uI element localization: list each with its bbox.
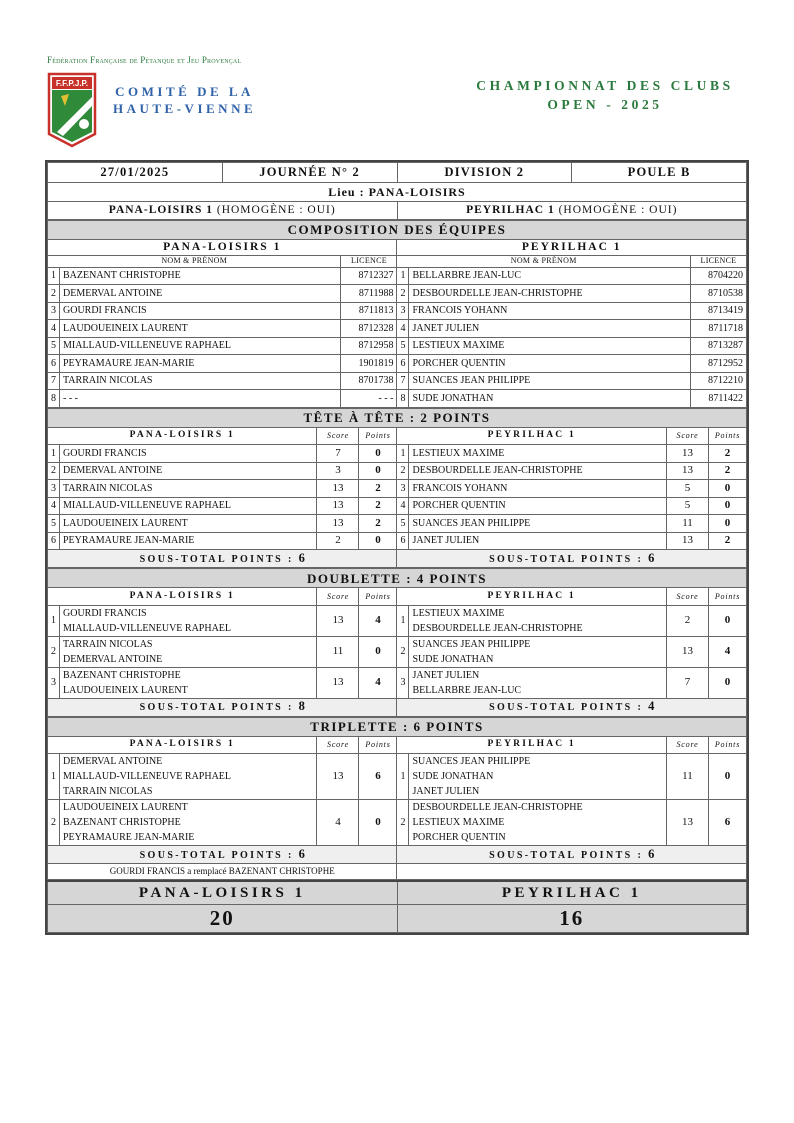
composition-home-team: PANA-LOISIRS 1	[48, 239, 397, 255]
doublette-away-team: PEYRILHAC 1	[397, 588, 666, 606]
row-number: 1	[397, 605, 409, 636]
away-player-name: PORCHER QUENTIN	[409, 497, 667, 515]
championship-title	[450, 76, 760, 114]
subtotal-label: SOUS-TOTAL POINTS :	[489, 849, 644, 861]
final-away-score: 16	[397, 905, 747, 933]
tete-away-subtotal	[397, 550, 747, 568]
doublette-table	[47, 568, 747, 717]
row-number: 4	[397, 497, 409, 515]
home-player-licence: 8711813	[341, 302, 397, 320]
home-score: 13	[317, 497, 359, 515]
away-player-name: LESTIEUX MAXIME	[412, 607, 505, 619]
away-player-name: SUANCES JEAN PHILIPPE	[412, 756, 531, 767]
home-player-licence: 1901819	[341, 355, 397, 373]
row-number: 2	[397, 462, 409, 480]
doublette-row	[48, 667, 747, 698]
row-number: 1	[397, 754, 409, 800]
comite-title	[113, 83, 256, 117]
tete-row	[48, 480, 747, 498]
away-points: 0	[708, 754, 746, 800]
comite-line-2: HAUTE-VIENNE	[113, 101, 257, 116]
away-player-name: JANET JULIEN	[409, 320, 690, 338]
away-player-name: PORCHER QUENTIN	[409, 355, 690, 373]
away-homogene: (HOMOGÈNE : OUI)	[558, 203, 678, 216]
row-number: 4	[48, 320, 60, 338]
home-points: 0	[359, 532, 397, 550]
doublette-home-team: PANA-LOISIRS 1	[48, 588, 317, 606]
match-journee: JOURNÉE N° 2	[222, 163, 397, 183]
home-score: 13	[317, 605, 359, 636]
row-number: 3	[397, 302, 409, 320]
home-player-name: LAUDOUEINEIX LAURENT	[60, 515, 317, 533]
home-player-name: BAZENANT CHRISTOPHE	[63, 669, 181, 681]
row-number: 1	[48, 754, 60, 800]
home-players	[60, 800, 317, 846]
triplette-away-subtotal	[397, 846, 747, 864]
home-points: 4	[359, 605, 397, 636]
row-number: 7	[48, 372, 60, 390]
away-team-name: PEYRILHAC 1	[466, 203, 555, 216]
home-score: 3	[317, 462, 359, 480]
row-number: 1	[48, 267, 60, 285]
row-number: 5	[48, 337, 60, 355]
home-player-name: DEMERVAL ANTOINE	[60, 285, 341, 303]
match-poule: POULE B	[572, 163, 747, 183]
final-result-table	[47, 880, 747, 933]
away-points: 0	[708, 667, 746, 698]
tete-row	[48, 462, 747, 480]
away-points: 0	[708, 480, 746, 498]
away-points: 2	[708, 462, 746, 480]
row-number: 3	[397, 480, 409, 498]
away-player-name: SUDE JONATHAN	[412, 653, 494, 665]
row-number: 3	[397, 667, 409, 698]
composition-title: COMPOSITION DES ÉQUIPES	[48, 220, 747, 239]
home-score: 13	[317, 515, 359, 533]
away-player-name: DESBOURDELLE JEAN-CHRISTOPHE	[409, 285, 690, 303]
championship-line-2: OPEN - 2025	[547, 97, 663, 112]
tete-title: TÊTE À TÊTE : 2 POINTS	[48, 408, 747, 427]
home-player-name: GOURDI FRANCIS	[60, 445, 317, 463]
remplacement-note-away	[397, 864, 747, 880]
match-info-table	[47, 162, 747, 220]
row-number: 6	[397, 532, 409, 550]
away-player-licence: 8713419	[690, 302, 746, 320]
home-player-name: - - -	[60, 390, 341, 408]
subtotal-label: SOUS-TOTAL POINTS :	[139, 702, 294, 713]
away-player-licence: 8712952	[690, 355, 746, 373]
row-number: 8	[48, 390, 60, 408]
home-player-name: PEYRAMAURE JEAN-MARIE	[60, 355, 341, 373]
row-number: 2	[397, 285, 409, 303]
row-number: 2	[48, 462, 60, 480]
away-player-name: SUDE JONATHAN	[412, 771, 494, 782]
home-player-name: MIALLAUD-VILLENEUVE RAPHAEL	[60, 497, 317, 515]
doublette-points-label-away: Points	[708, 588, 746, 606]
away-player-name: LESTIEUX MAXIME	[409, 337, 690, 355]
svg-text:F.F.P.J.P.: F.F.P.J.P.	[55, 79, 89, 88]
away-points: 0	[708, 605, 746, 636]
away-player-licence: 8713287	[690, 337, 746, 355]
away-score: 13	[666, 800, 708, 846]
row-number: 6	[397, 355, 409, 373]
triplette-score-label-away: Score	[666, 736, 708, 754]
home-player-name: GOURDI FRANCIS	[63, 607, 147, 619]
away-players	[409, 754, 666, 800]
home-player-name: MIALLAUD-VILLENEUVE RAPHAEL	[63, 771, 232, 782]
away-points: 6	[708, 800, 746, 846]
home-player-name: TARRAIN NICOLAS	[63, 638, 153, 650]
row-number: 2	[48, 636, 60, 667]
away-player-name: DESBOURDELLE JEAN-CHRISTOPHE	[412, 802, 583, 813]
tete-points-label-home: Points	[359, 427, 397, 445]
triplette-score-label-home: Score	[317, 736, 359, 754]
home-score: 13	[317, 480, 359, 498]
away-player-name: DESBOURDELLE JEAN-CHRISTOPHE	[412, 622, 583, 634]
tete-row	[48, 497, 747, 515]
subtotal-value: 6	[648, 550, 655, 565]
away-player-name: PORCHER QUENTIN	[412, 832, 506, 843]
home-player-name: BAZENANT CHRISTOPHE	[63, 817, 181, 828]
composition-row	[48, 285, 747, 303]
doublette-title: DOUBLETTE : 4 POINTS	[48, 569, 747, 588]
home-points: 0	[359, 800, 397, 846]
championship-line-1: CHAMPIONNAT DES CLUBS	[476, 78, 734, 93]
triplette-home-subtotal	[48, 846, 397, 864]
final-home-team: PANA-LOISIRS 1	[48, 881, 398, 905]
home-player-licence: 8711988	[341, 285, 397, 303]
subtotal-value: 6	[298, 550, 305, 565]
away-player-licence: 8710538	[690, 285, 746, 303]
home-player-name: TARRAIN NICOLAS	[60, 372, 341, 390]
row-number: 5	[397, 515, 409, 533]
row-number: 2	[48, 285, 60, 303]
row-number: 4	[397, 320, 409, 338]
ffpjp-logo	[47, 72, 97, 148]
home-player-name: MIALLAUD-VILLENEUVE RAPHAEL	[60, 337, 341, 355]
away-players	[409, 636, 666, 667]
doublette-row	[48, 636, 747, 667]
row-number: 7	[397, 372, 409, 390]
away-player-name: BELLARBRE JEAN-LUC	[409, 267, 690, 285]
composition-row	[48, 390, 747, 408]
subtotal-value: 4	[648, 699, 655, 713]
home-points: 0	[359, 445, 397, 463]
match-lieu: Lieu : PANA-LOISIRS	[48, 183, 747, 202]
home-points: 2	[359, 497, 397, 515]
away-players	[409, 800, 666, 846]
tete-points-label-away: Points	[708, 427, 746, 445]
home-team-name: PANA-LOISIRS 1	[108, 203, 213, 216]
row-number: 6	[48, 355, 60, 373]
home-player-licence: 8701738	[341, 372, 397, 390]
away-player-licence: 8704220	[690, 267, 746, 285]
away-player-name: BELLARBRE JEAN-LUC	[412, 684, 522, 696]
home-points: 4	[359, 667, 397, 698]
away-players	[409, 605, 666, 636]
subtotal-label: SOUS-TOTAL POINTS :	[489, 553, 644, 565]
tete-score-label-home: Score	[317, 427, 359, 445]
away-player-name: LESTIEUX MAXIME	[412, 817, 505, 828]
row-number: 3	[48, 667, 60, 698]
home-player-name: LAUDOUEINEIX LAURENT	[63, 802, 188, 813]
away-points: 0	[708, 515, 746, 533]
away-score: 5	[666, 480, 708, 498]
away-points: 4	[708, 636, 746, 667]
remplacement-note: GOURDI FRANCIS a remplacé BAZENANT CHRISTOPHE	[48, 864, 397, 880]
col-name-home: NOM & PRÉNOM	[48, 255, 341, 267]
row-number: 1	[397, 445, 409, 463]
triplette-row	[48, 800, 747, 846]
away-player-licence: 8711422	[690, 390, 746, 408]
home-player-licence: 8712958	[341, 337, 397, 355]
triplette-table	[47, 717, 747, 881]
subtotal-label: SOUS-TOTAL POINTS :	[139, 849, 294, 861]
comite-line-1: COMITÉ DE LA	[115, 84, 254, 99]
away-player-name: SUANCES JEAN PHILIPPE	[412, 638, 531, 650]
col-name-away: NOM & PRÉNOM	[397, 255, 690, 267]
triplette-points-label-home: Points	[359, 736, 397, 754]
row-number: 1	[48, 445, 60, 463]
composition-row	[48, 267, 747, 285]
tete-away-team: PEYRILHAC 1	[397, 427, 667, 445]
row-number: 8	[397, 390, 409, 408]
final-away-team: PEYRILHAC 1	[397, 881, 747, 905]
away-points: 0	[708, 497, 746, 515]
away-player-name: LESTIEUX MAXIME	[409, 445, 667, 463]
home-player-name: GOURDI FRANCIS	[60, 302, 341, 320]
composition-row	[48, 355, 747, 373]
home-player-name: LAUDOUEINEIX LAURENT	[63, 684, 188, 696]
match-sheet	[45, 160, 749, 935]
home-score: 13	[317, 754, 359, 800]
away-points: 2	[708, 445, 746, 463]
home-player-name: MIALLAUD-VILLENEUVE RAPHAEL	[63, 622, 232, 634]
away-players	[409, 667, 666, 698]
row-number: 3	[48, 480, 60, 498]
subtotal-label: SOUS-TOTAL POINTS :	[139, 553, 294, 565]
composition-row	[48, 320, 747, 338]
home-player-licence: 8712328	[341, 320, 397, 338]
row-number: 2	[397, 636, 409, 667]
home-points: 6	[359, 754, 397, 800]
col-licence-home: LICENCE	[341, 255, 397, 267]
home-points: 2	[359, 515, 397, 533]
federation-name: Fédération Française de Pétanque et Jeu Provençal	[47, 55, 242, 65]
tete-row	[48, 515, 747, 533]
composition-row	[48, 337, 747, 355]
doublette-score-label-home: Score	[317, 588, 359, 606]
away-score: 13	[666, 462, 708, 480]
away-player-name: FRANCOIS YOHANN	[409, 480, 667, 498]
home-players	[60, 636, 317, 667]
triplette-title: TRIPLETTE : 6 POINTS	[48, 717, 747, 736]
away-team-header	[397, 202, 747, 220]
composition-away-team: PEYRILHAC 1	[397, 239, 747, 255]
subtotal-label: SOUS-TOTAL POINTS :	[489, 702, 644, 713]
home-player-name: DEMERVAL ANTOINE	[63, 756, 163, 767]
away-player-name: SUANCES JEAN PHILIPPE	[409, 515, 667, 533]
row-number: 2	[48, 800, 60, 846]
home-player-licence: - - -	[341, 390, 397, 408]
subtotal-value: 6	[298, 846, 305, 861]
away-player-name: DESBOURDELLE JEAN-CHRISTOPHE	[409, 462, 667, 480]
away-score: 11	[666, 754, 708, 800]
row-number: 1	[48, 605, 60, 636]
row-number: 5	[397, 337, 409, 355]
final-home-score: 20	[48, 905, 398, 933]
doublette-row	[48, 605, 747, 636]
home-players	[60, 605, 317, 636]
home-score: 4	[317, 800, 359, 846]
tete-home-team: PANA-LOISIRS 1	[48, 427, 317, 445]
row-number: 3	[48, 302, 60, 320]
composition-table	[47, 220, 747, 408]
tete-row	[48, 532, 747, 550]
doublette-away-subtotal	[397, 698, 747, 716]
home-team-header	[48, 202, 398, 220]
triplette-points-label-away: Points	[708, 736, 746, 754]
tete-score-label-away: Score	[666, 427, 708, 445]
home-player-name: TARRAIN NICOLAS	[63, 786, 153, 797]
triplette-away-team: PEYRILHAC 1	[397, 736, 666, 754]
composition-row	[48, 372, 747, 390]
composition-row	[48, 302, 747, 320]
home-points: 0	[359, 462, 397, 480]
tete-a-tete-table	[47, 408, 747, 569]
home-score: 7	[317, 445, 359, 463]
home-players	[60, 754, 317, 800]
home-player-name: DEMERVAL ANTOINE	[60, 462, 317, 480]
home-player-name: PEYRAMAURE JEAN-MARIE	[60, 532, 317, 550]
doublette-points-label-home: Points	[359, 588, 397, 606]
row-number: 4	[48, 497, 60, 515]
home-player-name: TARRAIN NICOLAS	[60, 480, 317, 498]
away-score: 13	[666, 636, 708, 667]
home-score: 13	[317, 667, 359, 698]
home-homogene: (HOMOGÈNE : OUI)	[216, 203, 336, 216]
away-score: 5	[666, 497, 708, 515]
home-score: 11	[317, 636, 359, 667]
away-score: 13	[666, 445, 708, 463]
away-player-name: JANET JULIEN	[409, 532, 667, 550]
away-player-name: JANET JULIEN	[412, 786, 480, 797]
subtotal-value: 8	[298, 699, 305, 713]
away-player-name: JANET JULIEN	[412, 669, 480, 681]
triplette-home-team: PANA-LOISIRS 1	[48, 736, 317, 754]
home-points: 2	[359, 480, 397, 498]
away-points: 2	[708, 532, 746, 550]
match-date: 27/01/2025	[48, 163, 223, 183]
col-licence-away: LICENCE	[690, 255, 746, 267]
away-player-name: SUANCES JEAN PHILIPPE	[409, 372, 690, 390]
away-score: 2	[666, 605, 708, 636]
away-score: 13	[666, 532, 708, 550]
subtotal-value: 6	[648, 846, 655, 861]
away-player-name: FRANCOIS YOHANN	[409, 302, 690, 320]
row-number: 1	[397, 267, 409, 285]
home-player-name: BAZENANT CHRISTOPHE	[60, 267, 341, 285]
tete-home-subtotal	[48, 550, 397, 568]
home-player-name: LAUDOUEINEIX LAURENT	[60, 320, 341, 338]
away-player-name: SUDE JONATHAN	[409, 390, 690, 408]
home-player-name: PEYRAMAURE JEAN-MARIE	[63, 832, 195, 843]
row-number: 5	[48, 515, 60, 533]
home-players	[60, 667, 317, 698]
home-score: 2	[317, 532, 359, 550]
row-number: 2	[397, 800, 409, 846]
away-score: 11	[666, 515, 708, 533]
match-division: DIVISION 2	[397, 163, 572, 183]
row-number: 6	[48, 532, 60, 550]
doublette-score-label-away: Score	[666, 588, 708, 606]
away-score: 7	[666, 667, 708, 698]
home-points: 0	[359, 636, 397, 667]
away-player-licence: 8712210	[690, 372, 746, 390]
home-player-licence: 8712327	[341, 267, 397, 285]
triplette-row	[48, 754, 747, 800]
away-player-licence: 8711718	[690, 320, 746, 338]
doublette-home-subtotal	[48, 698, 397, 716]
home-player-name: DEMERVAL ANTOINE	[63, 653, 163, 665]
tete-row	[48, 445, 747, 463]
